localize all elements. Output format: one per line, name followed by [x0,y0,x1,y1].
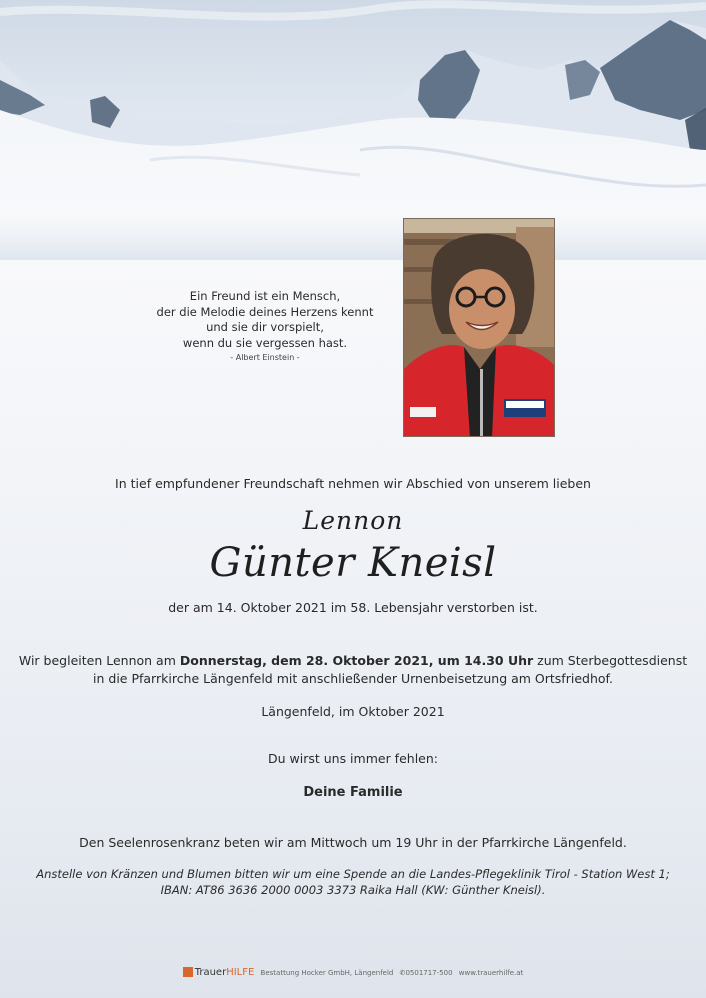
trauerhilfe-logo-icon [183,967,193,977]
donation-line-2: IBAN: AT86 3636 2000 0003 3373 Raika Hall (KW: Günther Kneisl). [160,883,546,897]
funeral-line-2: in die Pfarrkirche Längenfeld mit anschließender Urnenbeisetzung am Ortsfriedhof. [93,671,613,686]
mountain-landscape-image [0,0,706,260]
deceased-full-name: Günter Kneisl [209,540,497,586]
footer-brand-a: Trauer [194,967,227,978]
rosary-info: Den Seelenrosenkranz beten wir am Mittwoch um 19 Uhr in der Pfarrkirche Längenfeld. [79,835,627,850]
portrait-photo [403,218,555,437]
funeral-line-1-suffix: zum Sterbegottesdienst [533,653,688,668]
funeral-date-time: Donnerstag, dem 28. Oktober 2021, um 14.30 Uhr [179,653,534,668]
footer-website[interactable]: www.trauerhilfe.at [458,969,524,977]
footer-brand [195,967,255,978]
family-signature: Deine Familie [303,785,403,800]
quote-author: - Albert Einstein - [230,353,300,362]
quote-line: und sie dir vorspielt, [206,320,324,334]
footer [0,967,706,978]
funeral-info [0,652,706,688]
quote-line: Ein Freund ist ein Mensch, [189,289,341,303]
death-date-line: der am 14. Oktober 2021 im 58. Lebensjahr verstorben ist. [168,600,538,615]
footer-brand-b: HILFE [226,967,255,978]
intro-text: In tief empfundener Freundschaft nehmen wir Abschied von unserem lieben [115,476,591,491]
footer-company: Bestattung Hocker GmbH, Längenfeld [260,969,394,977]
footer-phone: ✆0501717-500 [399,969,453,977]
funeral-line-1 [0,652,706,670]
donation-info [0,866,706,898]
place-date: Längenfeld, im Oktober 2021 [261,704,445,719]
donation-line-1: Anstelle von Kränzen und Blumen bitten wir um eine Spende an die Landes-Pflegeklinik Tirol - Station West 1; [36,867,670,881]
funeral-line-1-prefix: Wir begleiten Lennon am [18,653,180,668]
quote-line: der die Melodie deines Herzens kennt [156,304,374,319]
quote-line: wenn du sie vergessen hast. [182,335,348,350]
einstein-quote [150,289,380,364]
miss-line: Du wirst uns immer fehlen: [267,751,438,766]
deceased-nickname: Lennon [302,506,404,535]
